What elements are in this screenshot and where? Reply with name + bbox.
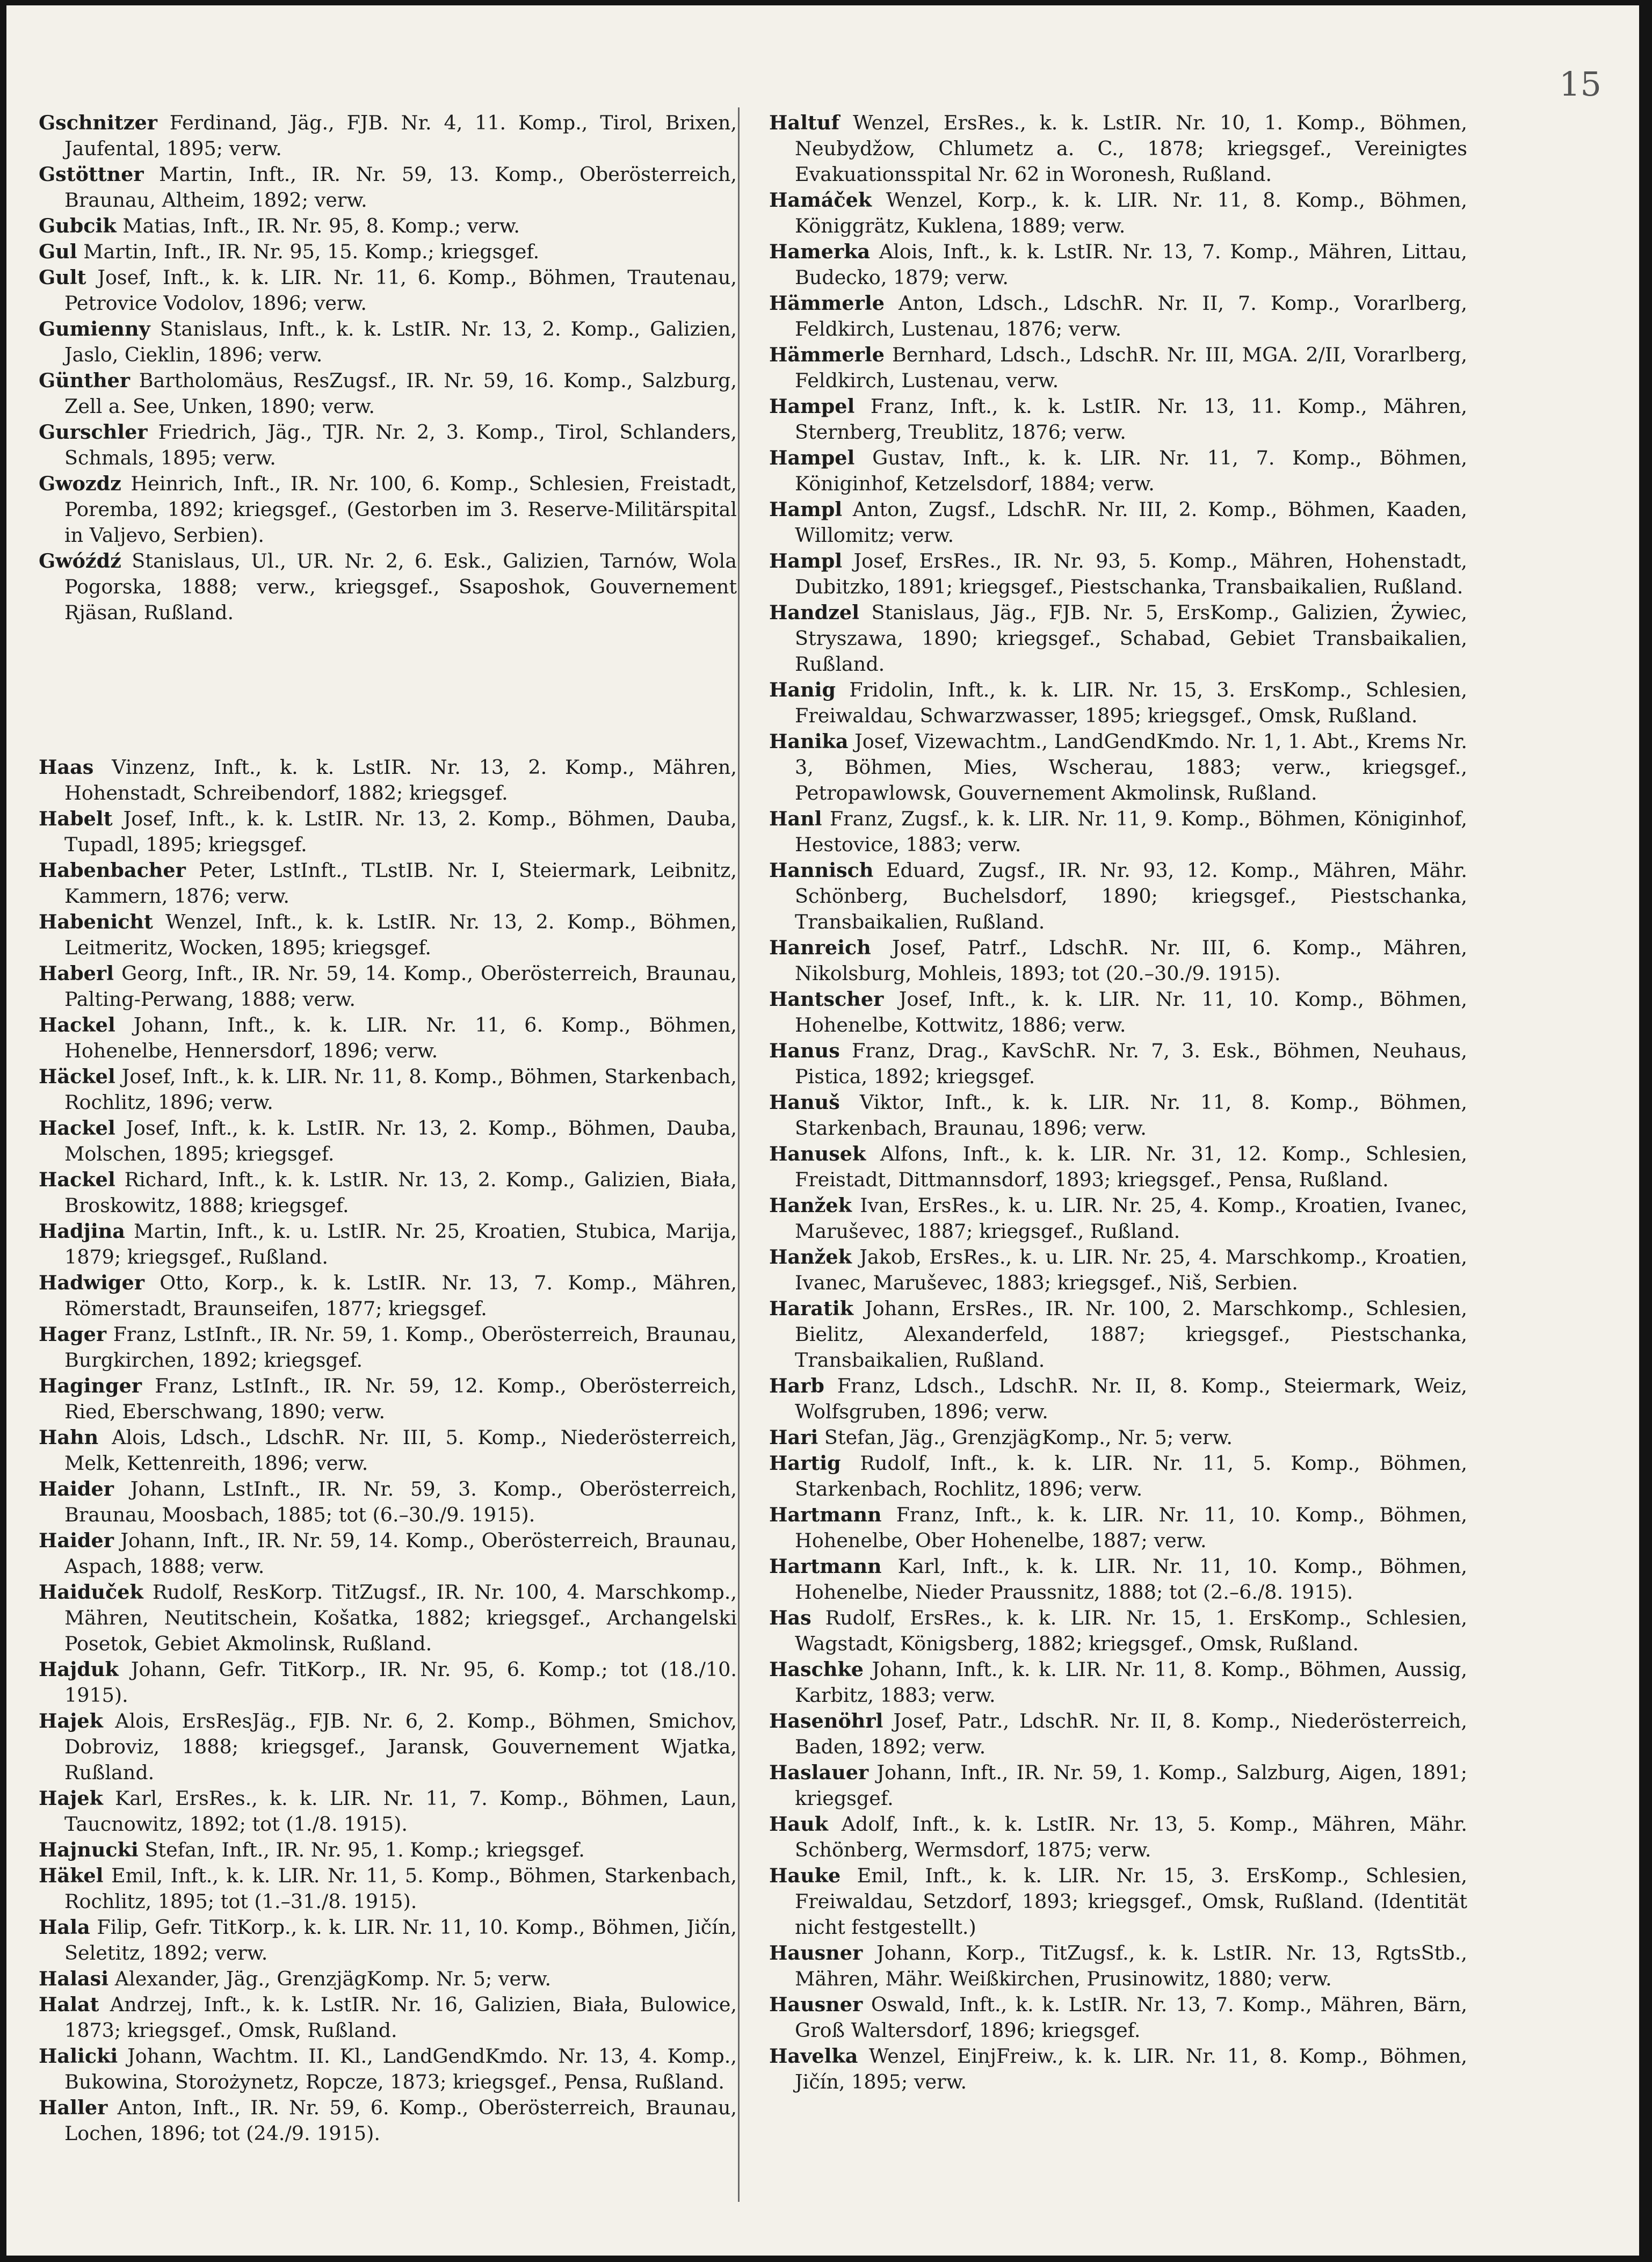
entry-surname: Habelt — [39, 807, 113, 830]
right-column — [769, 110, 1467, 2095]
register-entry — [39, 858, 737, 909]
entry-details: Ferdinand, Jäg., FJB. Nr. 4, 11. Komp., Tirol, Brixen, Jaufental, 1895; verw. — [64, 111, 737, 160]
entry-details: Franz, LstInft., IR. Nr. 59, 12. Komp., Oberösterreich, Ried, Eberschwang, 1890; verw. — [64, 1374, 737, 1423]
register-entry — [769, 987, 1467, 1038]
entry-details: Vinzenz, Inft., k. k. LstIR. Nr. 13, 2. Komp., Mähren, Hohenstadt, Schreibendorf, 1882; kriegsgef. — [64, 756, 737, 804]
register-entry — [39, 961, 737, 1012]
register-entry — [39, 806, 737, 858]
entry-surname: Gult — [39, 266, 86, 289]
register-entry — [39, 471, 737, 548]
entry-group-h-continued — [769, 110, 1467, 2095]
entry-surname: Hajek — [39, 1709, 103, 1732]
entry-surname: Haberl — [39, 962, 114, 985]
entry-surname: Hampl — [769, 549, 843, 572]
entry-details: Franz, Inft., k. k. LIR. Nr. 11, 10. Komp., Böhmen, Hohenelbe, Ober Hohenelbe, 1887; verw. — [795, 1503, 1467, 1552]
register-entry — [769, 1605, 1467, 1657]
register-entry — [769, 1940, 1467, 1992]
entry-surname: Hackel — [39, 1013, 115, 1036]
register-entry — [39, 1476, 737, 1528]
entry-details: Gustav, Inft., k. k. LIR. Nr. 11, 7. Komp., Böhmen, Königinhof, Ketzelsdorf, 1884; verw. — [795, 446, 1467, 495]
register-entry — [39, 548, 737, 626]
register-entry — [769, 1425, 1467, 1451]
entry-surname: Hannisch — [769, 859, 874, 882]
register-entry — [769, 858, 1467, 935]
entry-surname: Habenbacher — [39, 859, 186, 882]
entry-details: Josef, ErsRes., IR. Nr. 93, 5. Komp., Mähren, Hohenstadt, Dubitzko, 1891; kriegsgef., Piestschanka, Transbaikalien, Rußland. — [795, 549, 1467, 598]
entry-surname: Hausner — [769, 1941, 863, 1964]
entry-details: Filip, Gefr. TitKorp., k. k. LIR. Nr. 11, 10. Komp., Böhmen, Jičín, Seletitz, 1892; verw. — [64, 1916, 737, 1964]
entry-surname: Hadjina — [39, 1220, 125, 1243]
entry-surname: Hämmerle — [769, 292, 885, 315]
entry-surname: Haller — [39, 2096, 108, 2119]
entry-details: Bernhard, Ldsch., LdschR. Nr. III, MGA. 2/II, Vorarlberg, Feldkirch, Lustenau, verw. — [795, 343, 1467, 392]
entry-details: Stefan, Inft., IR. Nr. 95, 1. Komp.; kriegsgef. — [144, 1838, 585, 1861]
entry-details: Alois, ErsResJäg., FJB. Nr. 6, 2. Komp., Böhmen, Smichov, Dobroviz, 1888; kriegsgef., Jaransk, Gouvernement Wjatka, Rußland. — [64, 1709, 737, 1784]
entry-details: Alfons, Inft., k. k. LIR. Nr. 31, 12. Komp., Schlesien, Freistadt, Dittmannsdorf, 1893; kriegsgef., Pensa, Rußland. — [795, 1142, 1468, 1191]
entry-group-g — [39, 110, 737, 626]
entry-surname: Hampel — [769, 446, 855, 469]
register-entry — [39, 2043, 737, 2095]
entry-details: Josef, Inft., k. k. LIR. Nr. 11, 8. Komp., Böhmen, Starkenbach, Rochlitz, 1896; verw. — [64, 1065, 737, 1114]
entry-details: Stefan, Jäg., GrenzjägKomp., Nr. 5; verw. — [824, 1426, 1233, 1449]
register-entry — [769, 110, 1467, 187]
register-entry — [769, 1554, 1467, 1605]
document-page — [6, 5, 1639, 2256]
entry-surname: Halicki — [39, 2045, 118, 2068]
entry-details: Oswald, Inft., k. k. LstIR. Nr. 13, 7. Komp., Mähren, Bärn, Groß Waltersdorf, 1896; kriegsgef. — [795, 1993, 1467, 2042]
entry-details: Heinrich, Inft., IR. Nr. 100, 6. Komp., Schlesien, Freistadt, Poremba, 1892; kriegsgef., (Gestorben im 3. Reserve-Militärspital in Valjevo, Serbien). — [64, 472, 737, 547]
entry-details: Bartholomäus, ResZugsf., IR. Nr. 59, 16. Komp., Salzburg, Zell a. See, Unken, 1890; verw. — [64, 369, 737, 418]
entry-details: Jakob, ErsRes., k. u. LIR. Nr. 25, 4. Marschkomp., Kroatien, Ivanec, Maruševec, 1883; kriegsgef., Niš, Serbien. — [795, 1245, 1467, 1294]
entry-details: Johann, Inft., IR. Nr. 59, 1. Komp., Salzburg, Aigen, 1891; kriegsgef. — [795, 1761, 1467, 1810]
register-entry — [769, 806, 1467, 858]
register-entry — [39, 239, 737, 265]
entry-surname: Hampel — [769, 395, 855, 418]
entry-surname: Haslauer — [769, 1761, 869, 1784]
entry-details: Karl, Inft., k. k. LIR. Nr. 11, 10. Komp., Böhmen, Hohenelbe, Nieder Praussnitz, 1888; tot (2.–6./8. 1915). — [795, 1555, 1467, 1604]
entry-surname: Habenicht — [39, 910, 153, 933]
entry-surname: Hanig — [769, 678, 836, 701]
entry-surname: Hauk — [769, 1813, 828, 1836]
entry-details: Johann, ErsRes., IR. Nr. 100, 2. Marschkomp., Schlesien, Bielitz, Alexanderfeld, 1887; kriegsgef., Piestschanka, Transbaikalien, Rußland. — [795, 1297, 1467, 1372]
register-entry — [39, 213, 737, 239]
entry-surname: Haider — [39, 1477, 114, 1500]
register-entry — [769, 1090, 1467, 1141]
entry-surname: Hanika — [769, 730, 849, 753]
entry-surname: Harb — [769, 1374, 824, 1397]
entry-details: Adolf, Inft., k. k. LstIR. Nr. 13, 5. Komp., Mähren, Mähr. Schönberg, Wermsdorf, 1875; verw. — [795, 1813, 1467, 1861]
register-entry — [769, 497, 1467, 548]
entry-details: Johann, Inft., IR. Nr. 59, 14. Komp., Oberösterreich, Braunau, Aspach, 1888; verw. — [64, 1529, 737, 1578]
entry-details: Georg, Inft., IR. Nr. 59, 14. Komp., Oberösterreich, Braunau, Palting-Perwang, 1888; verw. — [64, 962, 737, 1011]
register-entry — [39, 265, 737, 316]
entry-details: Anton, Inft., IR. Nr. 59, 6. Komp., Oberösterreich, Braunau, Lochen, 1896; tot (24./9. 1915). — [64, 2096, 737, 2145]
entry-details: Johann, Inft., k. k. LIR. Nr. 11, 6. Komp., Böhmen, Hohenelbe, Hennersdorf, 1896; verw. — [64, 1013, 737, 1062]
entry-details: Matias, Inft., IR. Nr. 95, 8. Komp.; verw. — [122, 214, 520, 237]
entry-surname: Hajnucki — [39, 1838, 139, 1861]
entry-surname: Hartmann — [769, 1503, 882, 1526]
entry-details: Friedrich, Jäg., TJR. Nr. 2, 3. Komp., Tirol, Schlanders, Schmals, 1895; verw. — [64, 421, 737, 469]
entry-surname: Hala — [39, 1916, 90, 1939]
column-divider — [738, 107, 740, 2202]
entry-details: Viktor, Inft., k. k. LIR. Nr. 11, 8. Komp., Böhmen, Starkenbach, Braunau, 1896; verw. — [795, 1091, 1467, 1140]
entry-details: Otto, Korp., k. k. LstIR. Nr. 13, 7. Komp., Mähren, Römerstadt, Braunseifen, 1877; kriegsgef. — [64, 1271, 737, 1320]
register-entry — [39, 1270, 737, 1322]
register-entry — [39, 1915, 737, 1966]
register-entry — [769, 342, 1467, 394]
register-entry — [769, 1193, 1467, 1244]
entry-details: Martin, Inft., IR. Nr. 95, 15. Komp.; kriegsgef. — [83, 240, 540, 263]
entry-surname: Haginger — [39, 1374, 142, 1397]
register-entry — [39, 1064, 737, 1115]
entry-surname: Haider — [39, 1529, 114, 1552]
register-entry — [769, 239, 1467, 291]
register-entry — [39, 419, 737, 471]
entry-details: Franz, Inft., k. k. LstIR. Nr. 13, 11. Komp., Mähren, Sternberg, Treublitz, 1876; verw. — [795, 395, 1468, 444]
entry-details: Johann, Inft., k. k. LIR. Nr. 11, 8. Komp., Böhmen, Aussig, Karbitz, 1883; verw. — [795, 1658, 1467, 1707]
page-number: 15 — [1559, 64, 1602, 104]
entry-surname: Gumienny — [39, 317, 150, 340]
register-entry — [39, 1167, 737, 1219]
entry-surname: Hackel — [39, 1168, 115, 1191]
register-entry — [769, 1038, 1467, 1090]
entry-details: Anton, Zugsf., LdschR. Nr. III, 2. Komp., Böhmen, Kaaden, Willomitz; verw. — [795, 498, 1467, 547]
register-entry — [39, 1373, 737, 1425]
register-entry — [39, 1425, 737, 1476]
entry-details: Rudolf, ResKorp. TitZugsf., IR. Nr. 100, 4. Marschkomp., Mähren, Neutitschein, Košatka, 1882; kriegsgef., Archangelski Posetok, Gebiet Akmolinsk, Rußland. — [64, 1581, 737, 1655]
entry-surname: Hanusek — [769, 1142, 866, 1165]
entry-surname: Hanžek — [769, 1245, 852, 1268]
entry-surname: Hampl — [769, 498, 843, 521]
entry-details: Franz, Drag., KavSchR. Nr. 7, 3. Esk., Böhmen, Neuhaus, Pistica, 1892; kriegsgef. — [795, 1039, 1467, 1088]
entry-details: Johann, LstInft., IR. Nr. 59, 3. Komp., Oberösterreich, Braunau, Moosbach, 1885; tot (6.–30./9. 1915). — [64, 1477, 737, 1526]
entry-surname: Haschke — [769, 1658, 864, 1681]
register-entry — [39, 1528, 737, 1579]
entry-details: Stanislaus, Jäg., FJB. Nr. 5, ErsKomp., Galizien, Żywiec, Stryszawa, 1890; kriegsgef., Schabad, Gebiet Transbaikalien, Rußland. — [795, 601, 1467, 676]
entry-details: Eduard, Zugsf., IR. Nr. 93, 12. Komp., Mähren, Mähr. Schönberg, Buchelsdorf, 1890; kriegsgef., Piestschanka, Transbaikalien, Rußland. — [795, 859, 1467, 933]
entry-details: Martin, Inft., k. u. LstIR. Nr. 25, Kroatien, Stubica, Marija, 1879; kriegsgef., Rußland. — [64, 1220, 737, 1268]
entry-surname: Häckel — [39, 1065, 115, 1088]
entry-details: Stanislaus, Inft., k. k. LstIR. Nr. 13, 2. Komp., Galizien, Jaslo, Cieklin, 1896; verw. — [64, 317, 737, 366]
register-entry — [769, 1863, 1467, 1940]
register-entry — [769, 291, 1467, 342]
register-entry — [769, 394, 1467, 445]
register-entry — [769, 1244, 1467, 1296]
register-entry — [769, 1296, 1467, 1373]
entry-details: Johann, Gefr. TitKorp., IR. Nr. 95, 6. Komp.; tot (18./10. 1915). — [64, 1658, 737, 1707]
entry-details: Alexander, Jäg., GrenzjägKomp. Nr. 5; verw. — [114, 1967, 552, 1990]
register-entry — [769, 445, 1467, 497]
entry-details: Franz, LstInft., IR. Nr. 59, 1. Komp., Oberösterreich, Braunau, Burgkirchen, 1892; kriegsgef. — [64, 1323, 737, 1372]
entry-surname: Hanl — [769, 807, 822, 830]
entry-details: Josef, Inft., k. k. LIR. Nr. 11, 10. Komp., Böhmen, Hohenelbe, Kottwitz, 1886; verw. — [795, 988, 1467, 1036]
register-entry — [39, 316, 737, 368]
entry-surname: Havelka — [769, 2045, 858, 2068]
register-entry — [39, 1708, 737, 1786]
entry-surname: Hahn — [39, 1426, 99, 1449]
entry-details: Josef, Inft., k. k. LstIR. Nr. 13, 2. Komp., Böhmen, Dauba, Tupadl, 1895; kriegsgef. — [64, 807, 737, 856]
entry-surname: Hartig — [769, 1452, 841, 1475]
register-entry — [39, 1115, 737, 1167]
entry-surname: Handzel — [769, 601, 860, 624]
register-entry — [39, 1012, 737, 1064]
register-entry — [39, 909, 737, 961]
entry-surname: Gwóźdź — [39, 549, 121, 572]
register-entry — [39, 1863, 737, 1915]
register-entry — [769, 1373, 1467, 1425]
entry-surname: Hanžek — [769, 1194, 852, 1217]
entry-details: Rudolf, Inft., k. k. LIR. Nr. 11, 5. Komp., Böhmen, Starkenbach, Rochlitz, 1896; verw. — [795, 1452, 1467, 1500]
entry-details: Fridolin, Inft., k. k. LIR. Nr. 15, 3. ErsKomp., Schlesien, Freiwaldau, Schwarzwasser, 1895; kriegsgef., Omsk, Rußland. — [795, 678, 1467, 727]
entry-surname: Haltuf — [769, 111, 840, 134]
register-entry — [769, 1708, 1467, 1760]
register-entry — [39, 1657, 737, 1708]
entry-surname: Hanuš — [769, 1091, 840, 1114]
entry-details: Alois, Ldsch., LdschR. Nr. III, 5. Komp., Niederösterreich, Melk, Kettenreith, 1896; verw. — [64, 1426, 737, 1475]
entry-surname: Hartmann — [769, 1555, 882, 1578]
entry-surname: Hajek — [39, 1787, 103, 1810]
entry-surname: Hamerka — [769, 240, 871, 263]
entry-details: Rudolf, ErsRes., k. k. LIR. Nr. 15, 1. ErsKomp., Schlesien, Wagstadt, Königsberg, 1882; kriegsgef., Omsk, Rußland. — [795, 1606, 1467, 1655]
entry-surname: Günther — [39, 369, 131, 392]
entry-surname: Halasi — [39, 1967, 109, 1990]
register-entry — [769, 187, 1467, 239]
entry-details: Josef, Vizewachtm., LandGendKmdo. Nr. 1, 1. Abt., Krems Nr. 3, Böhmen, Mies, Wscherau, 1883; verw., kriegsgef., Petropawlowsk, Gouvernement Akmolinsk, Rußland. — [795, 730, 1467, 804]
entry-surname: Halat — [39, 1993, 99, 2016]
entry-details: Richard, Inft., k. k. LstIR. Nr. 13, 2. Komp., Galizien, Biała, Broskowitz, 1888; kriegsgef. — [64, 1168, 737, 1217]
register-entry — [769, 1992, 1467, 2043]
entry-surname: Hämmerle — [769, 343, 885, 366]
entry-details: Peter, LstInft., TLstIB. Nr. I, Steiermark, Leibnitz, Kammern, 1876; verw. — [64, 859, 737, 908]
entry-surname: Häkel — [39, 1864, 104, 1887]
entry-surname: Gstöttner — [39, 163, 144, 186]
entry-surname: Hamáček — [769, 189, 872, 212]
entry-details: Josef, Patr., LdschR. Nr. II, 8. Komp., Niederösterreich, Baden, 1892; verw. — [795, 1709, 1467, 1758]
entry-surname: Has — [769, 1606, 811, 1629]
register-entry — [39, 2095, 737, 2147]
left-column — [39, 110, 737, 2147]
entry-details: Wenzel, Korp., k. k. LIR. Nr. 11, 8. Komp., Böhmen, Königgrätz, Kuklena, 1889; verw. — [795, 189, 1467, 237]
entry-details: Emil, Inft., k. k. LIR. Nr. 11, 5. Komp., Böhmen, Starkenbach, Rochlitz, 1895; tot (1.–31./8. 1915). — [64, 1864, 737, 1913]
register-entry — [39, 110, 737, 162]
entry-details: Wenzel, Inft., k. k. LstIR. Nr. 13, 2. Komp., Böhmen, Leitmeritz, Wocken, 1895; kriegsgef. — [64, 910, 737, 959]
entry-details: Josef, Patrf., LdschR. Nr. III, 6. Komp., Mähren, Nikolsburg, Mohleis, 1893; tot (20.–30./9. 1915). — [795, 936, 1467, 985]
register-entry — [769, 677, 1467, 729]
register-entry — [39, 1322, 737, 1373]
entry-surname: Gschnitzer — [39, 111, 157, 134]
entry-surname: Gwozdz — [39, 472, 121, 495]
entry-details: Wenzel, EinjFreiw., k. k. LIR. Nr. 11, 8. Komp., Böhmen, Jičín, 1895; verw. — [795, 2045, 1467, 2093]
register-entry — [39, 1786, 737, 1837]
entry-surname: Haratik — [769, 1297, 854, 1320]
entry-details: Alois, Inft., k. k. LstIR. Nr. 13, 7. Komp., Mähren, Littau, Budecko, 1879; verw. — [795, 240, 1467, 289]
register-entry — [39, 1219, 737, 1270]
entry-surname: Haas — [39, 756, 94, 779]
entry-surname: Gurschler — [39, 421, 148, 444]
register-entry — [769, 2043, 1467, 2095]
entry-surname: Hadwiger — [39, 1271, 144, 1294]
register-entry — [39, 162, 737, 213]
entry-surname: Hantscher — [769, 988, 884, 1011]
register-entry — [769, 548, 1467, 600]
register-entry — [769, 1760, 1467, 1811]
entry-details: Wenzel, ErsRes., k. k. LstIR. Nr. 10, 1. Komp., Böhmen, Neubydžow, Chlumetz a. C., 1878; kriegsgef., Vereinigtes Evakuationsspital Nr. 62 in Woronesh, Rußland. — [795, 111, 1467, 186]
register-entry — [769, 1141, 1467, 1193]
entry-details: Johann, Wachtm. II. Kl., LandGendKmdo. Nr. 13, 4. Komp., Bukowina, Storożynetz, Ropcze, 1873; kriegsgef., Pensa, Rußland. — [64, 2045, 737, 2093]
entry-details: Franz, Ldsch., LdschR. Nr. II, 8. Komp., Steiermark, Weiz, Wolfsgruben, 1896; verw. — [795, 1374, 1467, 1423]
register-entry — [39, 368, 737, 419]
entry-surname: Gubcik — [39, 214, 117, 237]
entry-details: Karl, ErsRes., k. k. LIR. Nr. 11, 7. Komp., Böhmen, Laun, Taucnowitz, 1892; tot (1./8. 1915). — [64, 1787, 737, 1836]
entry-surname: Hanus — [769, 1039, 840, 1062]
entry-details: Emil, Inft., k. k. LIR. Nr. 15, 3. ErsKomp., Schlesien, Freiwaldau, Setzdorf, 1893; kriegsgef., Omsk, Rußland. (Identität nicht festgestellt.) — [795, 1864, 1467, 1939]
entry-surname: Hager — [39, 1323, 107, 1346]
register-entry — [39, 1966, 737, 1992]
section-gap — [39, 626, 737, 755]
register-entry — [769, 1811, 1467, 1863]
register-entry — [769, 1451, 1467, 1502]
entry-surname: Hanreich — [769, 936, 871, 959]
entry-details: Franz, Zugsf., k. k. LIR. Nr. 11, 9. Komp., Böhmen, Königinhof, Hestovice, 1883; verw. — [795, 807, 1467, 856]
entry-surname: Hauke — [769, 1864, 841, 1887]
entry-group-h — [39, 755, 737, 2147]
entry-details: Ivan, ErsRes., k. u. LIR. Nr. 25, 4. Komp., Kroatien, Ivanec, Maruševec, 1887; kriegsgef., Rußland. — [795, 1194, 1468, 1243]
register-entry — [769, 1502, 1467, 1554]
entry-surname: Haiduček — [39, 1581, 143, 1604]
register-entry — [769, 1657, 1467, 1708]
entry-details: Martin, Inft., IR. Nr. 59, 13. Komp., Oberösterreich, Braunau, Altheim, 1892; verw. — [64, 163, 737, 212]
entry-surname: Hasenöhrl — [769, 1709, 883, 1732]
entry-details: Anton, Ldsch., LdschR. Nr. II, 7. Komp., Vorarlberg, Feldkirch, Lustenau, 1876; verw. — [795, 292, 1467, 340]
entry-details: Johann, Korp., TitZugsf., k. k. LstIR. Nr. 13, RgtsStb., Mähren, Mähr. Weißkirchen, Prusinowitz, 1880; verw. — [795, 1941, 1467, 1990]
register-entry — [769, 729, 1467, 806]
register-entry — [39, 1837, 737, 1863]
entry-details: Josef, Inft., k. k. LIR. Nr. 11, 6. Komp., Böhmen, Trautenau, Petrovice Vodolov, 1896; verw. — [64, 266, 737, 315]
register-entry — [39, 1579, 737, 1657]
entry-details: Andrzej, Inft., k. k. LstIR. Nr. 16, Galizien, Biała, Bulowice, 1873; kriegsgef., Omsk, Rußland. — [64, 1993, 737, 2042]
entry-details: Josef, Inft., k. k. LstIR. Nr. 13, 2. Komp., Böhmen, Dauba, Molschen, 1895; kriegsgef. — [64, 1116, 737, 1165]
register-entry — [39, 755, 737, 806]
entry-surname: Hackel — [39, 1116, 115, 1140]
entry-surname: Hajduk — [39, 1658, 119, 1681]
entry-details: Stanislaus, Ul., UR. Nr. 2, 6. Esk., Galizien, Tarnów, Wola Pogorska, 1888; verw., kriegsgef., Ssaposhok, Gouvernement Rjäsan, Rußland. — [64, 549, 737, 624]
register-entry — [39, 1992, 737, 2043]
entry-surname: Hari — [769, 1426, 818, 1449]
entry-surname: Gul — [39, 240, 77, 263]
register-entry — [769, 600, 1467, 677]
register-entry — [769, 935, 1467, 987]
entry-surname: Hausner — [769, 1993, 863, 2016]
